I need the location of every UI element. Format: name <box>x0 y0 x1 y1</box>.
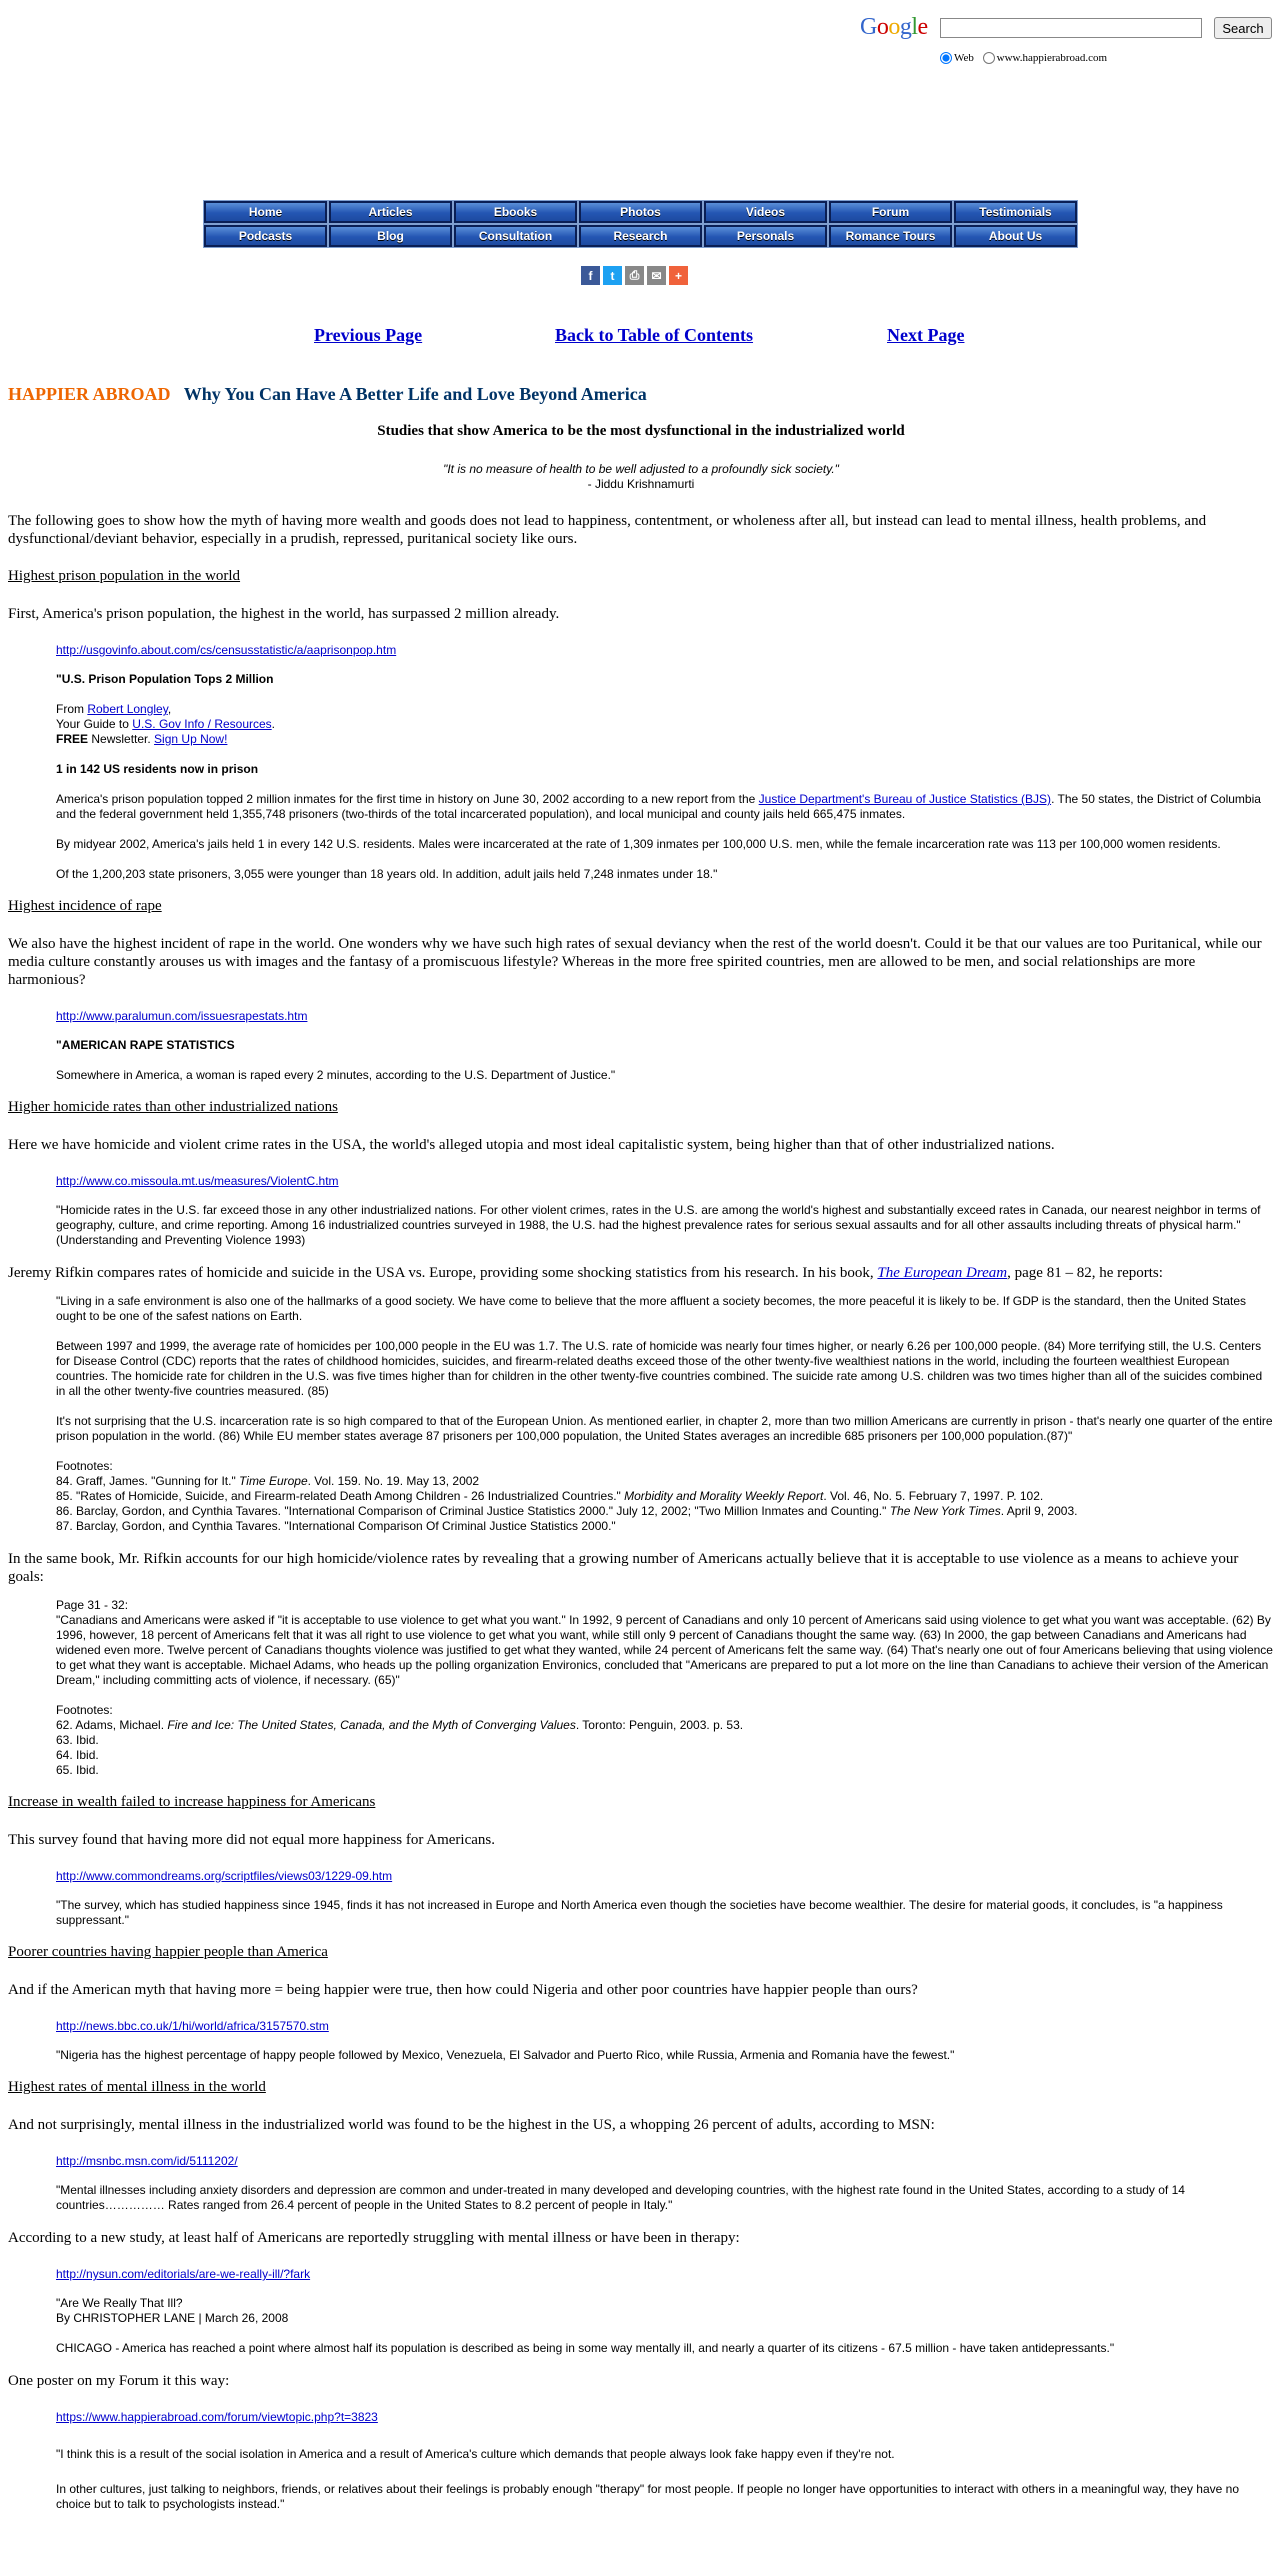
fn85a: 85. "Rates of Homicide, Suicide, and Firearm-related Death Among Children - 26 Industrialized Countries." <box>56 1489 625 1503</box>
study-q1: "Are We Really That Ill? <box>56 2296 183 2310</box>
violence-quote <box>56 1598 1274 1778</box>
facebook-icon[interactable]: f <box>581 266 600 285</box>
european-dream-link[interactable]: The European Dream <box>877 1265 1008 1281</box>
share-bar <box>581 266 688 285</box>
rifkin-text <box>8 1264 1274 1282</box>
footnotes-label-2: Footnotes: <box>56 1703 113 1717</box>
print-icon[interactable]: ⎙ <box>625 266 644 285</box>
guide-label: Your Guide to <box>56 717 133 731</box>
prison-source-link[interactable]: http://usgovinfo.about.com/cs/censusstatistic/a/aaprisonpop.htm <box>56 643 397 657</box>
nav-photos[interactable]: Photos <box>579 201 702 223</box>
mental-source-link[interactable]: http://msnbc.msn.com/id/5111202/ <box>56 2154 238 2168</box>
page-title <box>8 384 1274 405</box>
nav-romance-tours[interactable]: Romance Tours <box>829 225 952 247</box>
section-heading: Studies that show America to be the most dysfunctional in the industrialized world <box>377 423 905 439</box>
prison-subhead: 1 in 142 US residents now in prison <box>56 762 259 776</box>
nav-research[interactable]: Research <box>579 225 702 247</box>
nav-row-1 <box>204 201 1081 223</box>
newsletter-label: Newsletter. <box>88 732 155 746</box>
fn84b: . Vol. 159. No. 19. May 13, 2002 <box>307 1474 480 1488</box>
author-link[interactable]: Robert Longley <box>87 702 168 716</box>
rape-quote <box>56 1009 1274 1083</box>
fn63: 63. Ibid. <box>56 1733 99 1747</box>
wealth-heading: Increase in wealth failed to increase happiness for Americans <box>8 1794 376 1810</box>
email-icon[interactable]: ✉ <box>647 266 666 285</box>
prison-heading: Highest prison population in the world <box>8 568 241 584</box>
guide-link[interactable]: U.S. Gov Info / Resources <box>132 717 272 731</box>
study-source-link[interactable]: http://nysun.com/editorials/are-we-really-ill/?fark <box>56 2267 311 2281</box>
fn86b: . April 9, 2003. <box>1000 1504 1078 1518</box>
nav-testimonials[interactable]: Testimonials <box>954 201 1077 223</box>
fn87: 87. Barclay, Gordon, and Cynthia Tavares. "International Comparison Of Criminal Justice Statistics 2000." <box>56 1519 616 1533</box>
nav-podcasts[interactable]: Podcasts <box>204 225 327 247</box>
table-of-contents-link[interactable]: Back to Table of Contents <box>555 325 754 345</box>
fn65: 65. Ibid. <box>56 1763 99 1777</box>
nav-videos[interactable]: Videos <box>704 201 827 223</box>
fn62i: Fire and Ice: The United States, Canada, and the Myth of Converging Values <box>167 1718 576 1732</box>
rifkin-footnotes <box>56 1459 1274 1534</box>
google-logo: Google <box>860 14 928 40</box>
forum-p1: "I think this is a result of the social isolation in America and a result of America's culture which demands that people always look fake happy even if they're not. <box>56 2447 895 2461</box>
free-label: FREE <box>56 732 89 746</box>
nav-ebooks[interactable]: Ebooks <box>454 201 577 223</box>
fn85b: . Vol. 46, No. 5. February 7, 1997. P. 102. <box>823 1489 1044 1503</box>
homicide-heading: Higher homicide rates than other industrialized nations <box>8 1099 338 1115</box>
previous-page-link[interactable]: Previous Page <box>314 325 423 345</box>
forum-source-link[interactable]: https://www.happierabroad.com/forum/viewtopic.php?t=3823 <box>56 2410 378 2424</box>
study-p1: CHICAGO - America has reached a point where almost half its population is described as being in some way mentally ill, and nearly a quarter of its citizens - 67.5 million - have taken antidepressants." <box>56 2341 1115 2355</box>
book-subtitle: Why You Can Have A Better Life and Love Beyond America <box>183 384 647 404</box>
prison-p1b: . The 50 states, the District of Columbia and the federal government held 1,355,748 prisoners (two-thirds of the total incarcerated population), and local municipal and county jails held 665,475 inmates. <box>56 792 1261 821</box>
signup-link[interactable]: Sign Up Now! <box>154 732 228 746</box>
rape-p1: Somewhere in America, a woman is raped every 2 minutes, according to the U.S. Department of Justice." <box>56 1068 616 1082</box>
rape-quote-title: "AMERICAN RAPE STATISTICS <box>56 1038 235 1052</box>
rifkin-text-b: , page 81 – 82, he reports: <box>1007 1265 1163 1281</box>
radio-web[interactable] <box>940 52 952 64</box>
forum-quote <box>56 2410 1274 2512</box>
mental-p1: "Mental illnesses including anxiety disorders and depression are common and under-treated in many developed and developing countries, with the highest rate found in the United States, according to a study of 14 countries…………… Rates ranged from 26.4 percent of people in the United States to 8.2 percent of people in Italy." <box>56 2183 1185 2212</box>
google-search-bar <box>860 14 1280 74</box>
homicide-text: Here we have homicide and violent crime rates in the USA, the world's alleged utopia and most ideal capitalistic system, being higher than that of other industrialized nations. <box>8 1137 1055 1153</box>
prison-quote: http://usgovinfo.about.com/cs/censusstatistic/a/aaprisonpop.htm "U.S. Prison Population Tops 2 Million From Robert Longley, Your Guide to U.S. Gov Info / Resources. FREE Newsletter. Sign Up Now! 1 in 142 US residents now in prison America's prison population topped 2 million inmates for the first time in history on June 30, 2002 according to a new report from the Justice Department's Bureau of Justice Statistics (BJS). The 50 states, the District of Columbia and the federal government held 1,355,748 prisoners (two-thirds of the total incarcerated population), and local municipal and county jails held 665,475 inmates. By midyear 2002, America's jails held 1 in every 142 U.S. residents. Males were incarcerated at the rate of 1,309 inmates per 100,000 U.S. men, while the female incarceration rate was 113 per 100,000 women residents. Of the 1,200,203 state prisoners, 3,055 were younger than 18 years old. In addition, adult jails held 7,248 inmates under 18." <box>56 643 1274 882</box>
violence-text: In the same book, Mr. Rifkin accounts for our high homicide/violence rates by revealing that a growing number of Americans actually believe that it is acceptable to use violence as a means to achieve your goals: <box>8 1551 1239 1585</box>
nav-about-us[interactable]: About Us <box>954 225 1077 247</box>
mental-text: And not surprisingly, mental illness in the industrialized world was found to be the highest in the US, a whopping 26 percent of adults, according to MSN: <box>8 2117 935 2133</box>
nav-personals[interactable]: Personals <box>704 225 827 247</box>
homicide-source-link[interactable]: http://www.co.missoula.mt.us/measures/ViolentC.htm <box>56 1174 339 1188</box>
rape-source-link[interactable]: http://www.paralumun.com/issuesrapestats.htm <box>56 1009 308 1023</box>
rifkin-p3: It's not surprising that the U.S. incarceration rate is so high compared to that of the European Union. As mentioned earlier, in chapter 2, more than two million Americans are currently in prison - that's nearly one quarter of the entire prison population in the world. (86) While EU member states average 87 prisoners per 100,000 population, the United States averages an incredible 685 prisoners per 100,000 population.(87)" <box>56 1414 1273 1443</box>
rape-heading: Highest incidence of rape <box>8 898 162 914</box>
nav-consultation[interactable]: Consultation <box>454 225 577 247</box>
rifkin-p1: "Living in a safe environment is also one of the hallmarks of a good society. We have come to believe that the more affluent a society becomes, the more peaceful it is likely to be. If GDP is the standard, then the United States ought to be one of the safest nations on Earth. <box>56 1294 1247 1323</box>
wealth-p1: "The survey, which has studied happiness since 1945, finds it has not increased in Europe and North America even though the societies have become wealthier. The desire for material goods, it concludes, is "a happiness suppressant." <box>56 1898 1223 1927</box>
intro-paragraph: The following goes to show how the myth of having more wealth and goods does not lead to happiness, contentment, or wholeness after all, but instead can lead to mental illness, health problems, and dysfunctional/deviant behavior, especially in a prudish, repressed, puritanical society like ours. <box>8 513 1207 547</box>
poorer-quote <box>56 2019 1274 2063</box>
epigraph-author: - Jiddu Krishnamurti <box>587 477 695 491</box>
fn86a: 86. Barclay, Gordon, and Cynthia Tavares. "International Comparison of Criminal Justice Statistics 2000." July 12, 2002; "Two Million Inmates and Counting." <box>56 1504 890 1518</box>
violence-p1: "Canadians and Americans were asked if "it is acceptable to use violence to get what you want." In 1992, 9 percent of Canadians and only 10 percent of Americans said using violence to get what you want was acceptable. (62) By 1996, however, 18 percent of Americans felt that it was all right to use violence to get what you want, while still only 9 percent of Canadians thought the same way. (63) In 2000, the gap between Canadians and Americans had widened even more. Twelve percent of Canadians thoughts violence was justified to get what they wanted, while 24 percent of Americans felt the same way. (64) That's nearly one out of four Americans believing that using violence to get what they want is acceptable. Michael Adams, who heads up the polling organization Environics, concluded that "Americans are prepared to put a lot more on the line than Canadians to achieve their version of the American Dream," including committing acts of violence, if necessary. (65)" <box>56 1613 1273 1687</box>
nav-articles[interactable]: Articles <box>329 201 452 223</box>
nav-blog[interactable]: Blog <box>329 225 452 247</box>
rifkin-text-a: Jeremy Rifkin compares rates of homicide and suicide in the USA vs. Europe, providing some shocking statistics from his research. In his book, <box>8 1265 878 1281</box>
nav-row-2 <box>204 225 1081 247</box>
nav-home[interactable]: Home <box>204 201 327 223</box>
prison-text: First, America's prison population, the highest in the world, has surpassed 2 million already. <box>8 606 560 622</box>
poorer-text: And if the American myth that having more = being happier were true, then how could Nigeria and other poor countries have happier people than ours? <box>8 1982 918 1998</box>
article <box>8 384 1274 2528</box>
bjs-link[interactable]: Justice Department's Bureau of Justice Statistics (BJS) <box>758 792 1052 806</box>
rape-text: We also have the highest incident of rape in the world. One wonders why we have such high rates of sexual deviancy when the rest of the world doesn't. Could it be that our values are too Puritanical, while our media culture constantly arouses us with images and the fantasy of a promiscuous lifestyle? Whereas in the more free spirited countries, men are allowed to be men, and social relationships are more harmonious? <box>8 936 1262 988</box>
epigraph <box>8 462 1274 492</box>
homicide-quote <box>56 1174 1274 1248</box>
fn62a: 62. Adams, Michael. <box>56 1718 168 1732</box>
nav-forum[interactable]: Forum <box>829 201 952 223</box>
homicide-p1: "Homicide rates in the U.S. far exceed those in any other industrialized nations. For other violent crimes, rates in the U.S. are among the world's highest and substantially exceed rates in Canada, our nearest neighbor in terms of geography, culture, and crime reporting. Among 16 industrialized countries surveyed in 1988, the U.S. had the highest prevalence rates for serious sexual assaults and for all other assaults including threats of physical harm." (Understanding and Preventing Violence 1993) <box>56 1203 1261 1247</box>
prison-p2: By midyear 2002, America's jails held 1 in every 142 U.S. residents. Males were incarcerated at the rate of 1,309 inmates per 100,000 U.S. men, while the female incarceration rate was 113 per 100,000 women residents. <box>56 837 1221 851</box>
fn84a: 84. Graff, James. "Gunning for It." <box>56 1474 240 1488</box>
rifkin-p2: Between 1997 and 1999, the average rate of homicides per 100,000 people in the EU was 1.7. The U.S. rate of homicide was nearly four times higher, or nearly 6.26 per 100,000 people. (84) More terrifying still, the U.S. Centers for Disease Control (CDC) reports that the rates of childhood homicides, suicides, and firearm-related deaths exceed those of the other twenty-five wealthiest nations in the world, including the fourteen wealthiest European countries. The homicide rate for children in the U.S. was five times higher than for children in the other twenty-five countries combined. The suicide rate among U.S. children was two times higher than all of the suicides combined in all the other twenty-five countries measured. (85) <box>56 1339 1263 1398</box>
study-text: According to a new study, at least half of Americans are reportedly struggling with mental illness or have been in therapy: <box>8 2230 740 2246</box>
radio-web-label: Web <box>954 52 974 64</box>
study-quote <box>56 2267 1274 2356</box>
poorer-source-link[interactable]: http://news.bbc.co.uk/1/hi/world/africa/3157570.stm <box>56 2019 329 2033</box>
fn86i: The New York Times <box>889 1504 1001 1518</box>
study-q2: By CHRISTOPHER LANE | March 26, 2008 <box>56 2311 289 2325</box>
epigraph-text: "It is no measure of health to be well adjusted to a profoundly sick society." <box>443 462 839 476</box>
site-name: HAPPIER ABROAD <box>8 384 171 404</box>
page-ref: Page 31 - 32: <box>56 1598 129 1612</box>
poorer-heading: Poorer countries having happier people than America <box>8 1944 328 1960</box>
mental-heading: Highest rates of mental illness in the world <box>8 2079 266 2095</box>
radio-site[interactable] <box>983 52 995 64</box>
wealth-source-link[interactable]: http://www.commondreams.org/scriptfiles/views03/1229-09.htm <box>56 1869 393 1883</box>
twitter-icon[interactable]: t <box>603 266 622 285</box>
mental-quote <box>56 2154 1274 2213</box>
search-input[interactable] <box>940 18 1202 38</box>
radio-site-label: www.happierabroad.com <box>996 52 1108 64</box>
fn64: 64. Ibid. <box>56 1748 99 1762</box>
wealth-text: This survey found that having more did not equal more happiness for Americans. <box>8 1832 495 1848</box>
forum-p2: In other cultures, just talking to neighbors, friends, or relatives about their feelings is probably enough "therapy" for most people. If people no longer have opportunities to interact with others in a meaningful way, they have no choice but to talk to psychologists instead." <box>56 2482 1239 2511</box>
fn85i: Morbidity and Morality Weekly Report <box>624 1489 824 1503</box>
search-button[interactable]: Search <box>1214 17 1272 39</box>
fn62b: . Toronto: Penguin, 2003. p. 53. <box>575 1718 744 1732</box>
rifkin-quote <box>56 1294 1274 1534</box>
fn84i: Time Europe <box>239 1474 308 1488</box>
prison-p1a: America's prison population topped 2 million inmates for the first time in history on June 30, 2002 according to a new report from the <box>56 792 759 806</box>
search-scope <box>940 52 1107 64</box>
prison-quote-title: "U.S. Prison Population Tops 2 Million <box>56 672 274 686</box>
forum-text: One poster on my Forum it this way: <box>8 2373 230 2389</box>
from-label: From <box>56 702 88 716</box>
share-more-icon[interactable]: + <box>669 266 688 285</box>
prison-p3: Of the 1,200,203 state prisoners, 3,055 were younger than 18 years old. In addition, adult jails held 7,248 inmates under 18." <box>56 867 718 881</box>
footnotes-label: Footnotes: <box>56 1459 113 1473</box>
main-nav <box>204 201 1081 249</box>
poorer-p1: "Nigeria has the highest percentage of happy people followed by Mexico, Venezuela, El Salvador and Puerto Rico, while Russia, Armenia and Romania have the fewest." <box>56 2048 955 2062</box>
wealth-quote <box>56 1869 1274 1928</box>
next-page-link[interactable]: Next Page <box>887 325 965 345</box>
violence-footnotes <box>56 1703 1274 1778</box>
